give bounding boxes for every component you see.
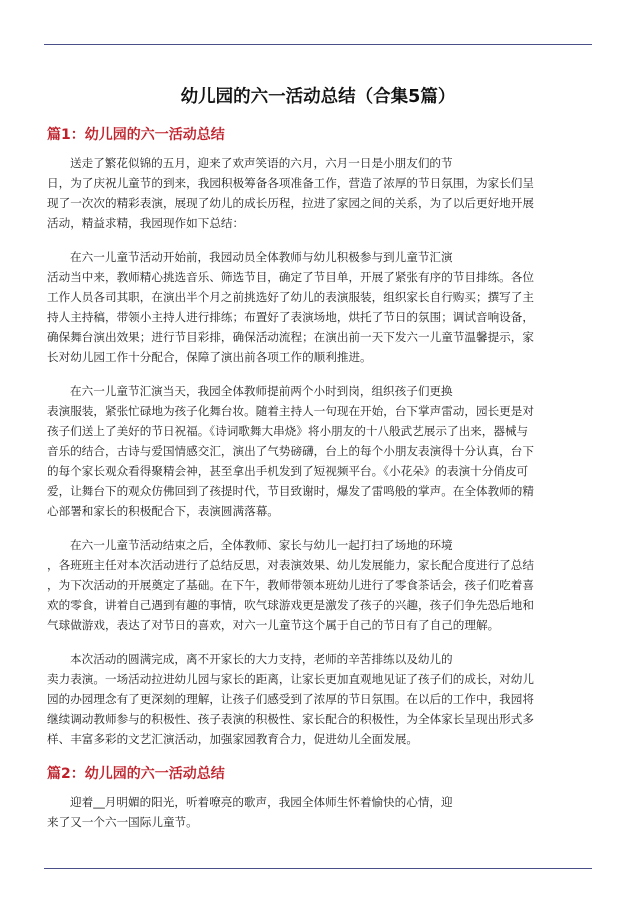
paragraph-line: 确保舞台演出效果；进行节目彩排，确保活动流程；在演出前一天下发六一儿童节温馨提示，家 [47, 330, 534, 344]
paragraph [47, 153, 589, 233]
sections-container [47, 124, 589, 832]
paragraph [47, 247, 589, 367]
paragraph-line: 长对幼儿园工作十分配合，保障了演出前各项工作的顺利推进。 [47, 350, 372, 364]
paragraph-line: 工作人员各司其职，在演出半个月之前挑选好了幼儿的表演服装，组织家长自行购买；撰写了主 [47, 290, 534, 304]
paragraph-line: 卖力表演。一场活动拉进幼儿园与家长的距离，让家长更加直观地见证了孩子们的成长，对幼儿 [47, 672, 534, 686]
paragraph [47, 381, 589, 521]
section-heading: 篇2：幼儿园的六一活动总结 [47, 766, 225, 782]
paragraph-line: 送走了繁花似锦的五月，迎来了欢声笑语的六月，六月一日是小朋友们的节 [70, 156, 453, 170]
paragraph-line: 音乐的结合，古诗与爱国情感交汇，演出了气势磅礴，台上的每个小朋友表演得十分认真，台下 [47, 444, 534, 458]
paragraph-line: 气球做游戏，表达了对节日的喜欢，对六一儿童节这个属于自己的节日有了自己的理解。 [47, 618, 500, 632]
paragraph-line: 在六一儿童节活动开始前，我园动员全体教师与幼儿积极参与到儿童节汇演 [70, 250, 453, 264]
paragraph-line: 爱，让舞台下的观众仿佛回到了孩提时代，节目致谢时，爆发了雷鸣般的掌声。在全体教师的精 [47, 484, 534, 498]
paragraph-line: 样、丰富多彩的文艺汇演活动，加强家园教育合力，促进幼儿全面发展。 [47, 732, 419, 746]
paragraph-line: ，各班班主任对本次活动进行了总结反思，对表演效果、幼儿发展能力，家长配合度进行了总结 [47, 558, 534, 572]
paragraph-line: 孩子们送上了美好的节日祝福。《诗词歌舞大串烧》将小朋友的十八般武艺展示了出来，器械与 [47, 424, 529, 438]
paragraph-line: 本次活动的圆满完成，离不开家长的大力支持，老师的辛苦排练以及幼儿的 [70, 652, 453, 666]
paragraph-line: 欢的零食，讲着自己遇到有趣的事情，吹气球游戏更是激发了孩子的兴趣，孩子们争先恐后地和 [47, 598, 534, 612]
document-title: 幼儿园的六一活动总结（合集5篇） [180, 87, 456, 107]
paragraph-line: 的每个家长观众看得聚精会神，甚至拿出手机发到了短视频平台。《小花朵》的表演十分俏皮可 [47, 464, 529, 478]
paragraph-line: 来了又一个六一国际儿童节。 [47, 815, 198, 829]
paragraph [47, 649, 589, 749]
paragraph [47, 792, 589, 832]
paragraph-line: 继续调动教师参与的积极性、孩子表演的积极性、家长配合的积极性，为全体家长呈现出形式多 [47, 712, 534, 726]
top-divider [44, 44, 592, 45]
paragraph-line: 在六一儿童节汇演当天，我园全体教师提前两个小时到岗，组织孩子们更换 [70, 384, 453, 398]
bottom-divider [44, 868, 592, 869]
paragraph-line: 迎着__月明媚的阳光，听着嘹亮的歌声，我园全体师生怀着愉快的心情，迎 [70, 795, 453, 809]
paragraph-line: 园的办园理念有了更深刻的理解，让孩子们感受到了浓厚的节日氛围。在以后的工作中，我园将 [47, 692, 534, 706]
paragraph [47, 535, 589, 635]
paragraph-line: ，为下次活动的开展奠定了基础。在下午，教师带领本班幼儿进行了零食茶话会，孩子们吃着喜 [47, 578, 534, 592]
paragraph-line: 日，为了庆祝儿童节的到来，我园积极筹备各项准备工作，营造了浓厚的节日氛围，为家长们呈 [47, 176, 534, 190]
paragraph-line: 活动当中来，教师精心挑选音乐、筛选节目，确定了节目单，开展了紧张有序的节目排练。各位 [47, 270, 534, 284]
document-body [47, 84, 589, 846]
paragraph-line: 持人主持稿，带领小主持人进行排练；布置好了表演场地，烘托了节日的氛围；调试音响设备， [47, 310, 534, 324]
section-heading: 篇1：幼儿园的六一活动总结 [47, 127, 225, 143]
paragraph-line: 现了一次次的精彩表演，展现了幼儿的成长历程，拉进了家园之间的关系，为了以后更好地开展 [47, 196, 534, 210]
paragraph-line: 心部署和家长的积极配合下，表演圆满落幕。 [47, 504, 279, 518]
paragraph-line: 在六一儿童节活动结束之后，全体教师、家长与幼儿一起打扫了场地的环境 [70, 538, 453, 552]
paragraph-line: 表演服装，紧张忙碌地为孩子化舞台妆。随着主持人一句现在开始，台下掌声雷动，园长更是对 [47, 404, 534, 418]
paragraph-line: 活动，精益求精，我园现作如下总结： [47, 216, 245, 230]
